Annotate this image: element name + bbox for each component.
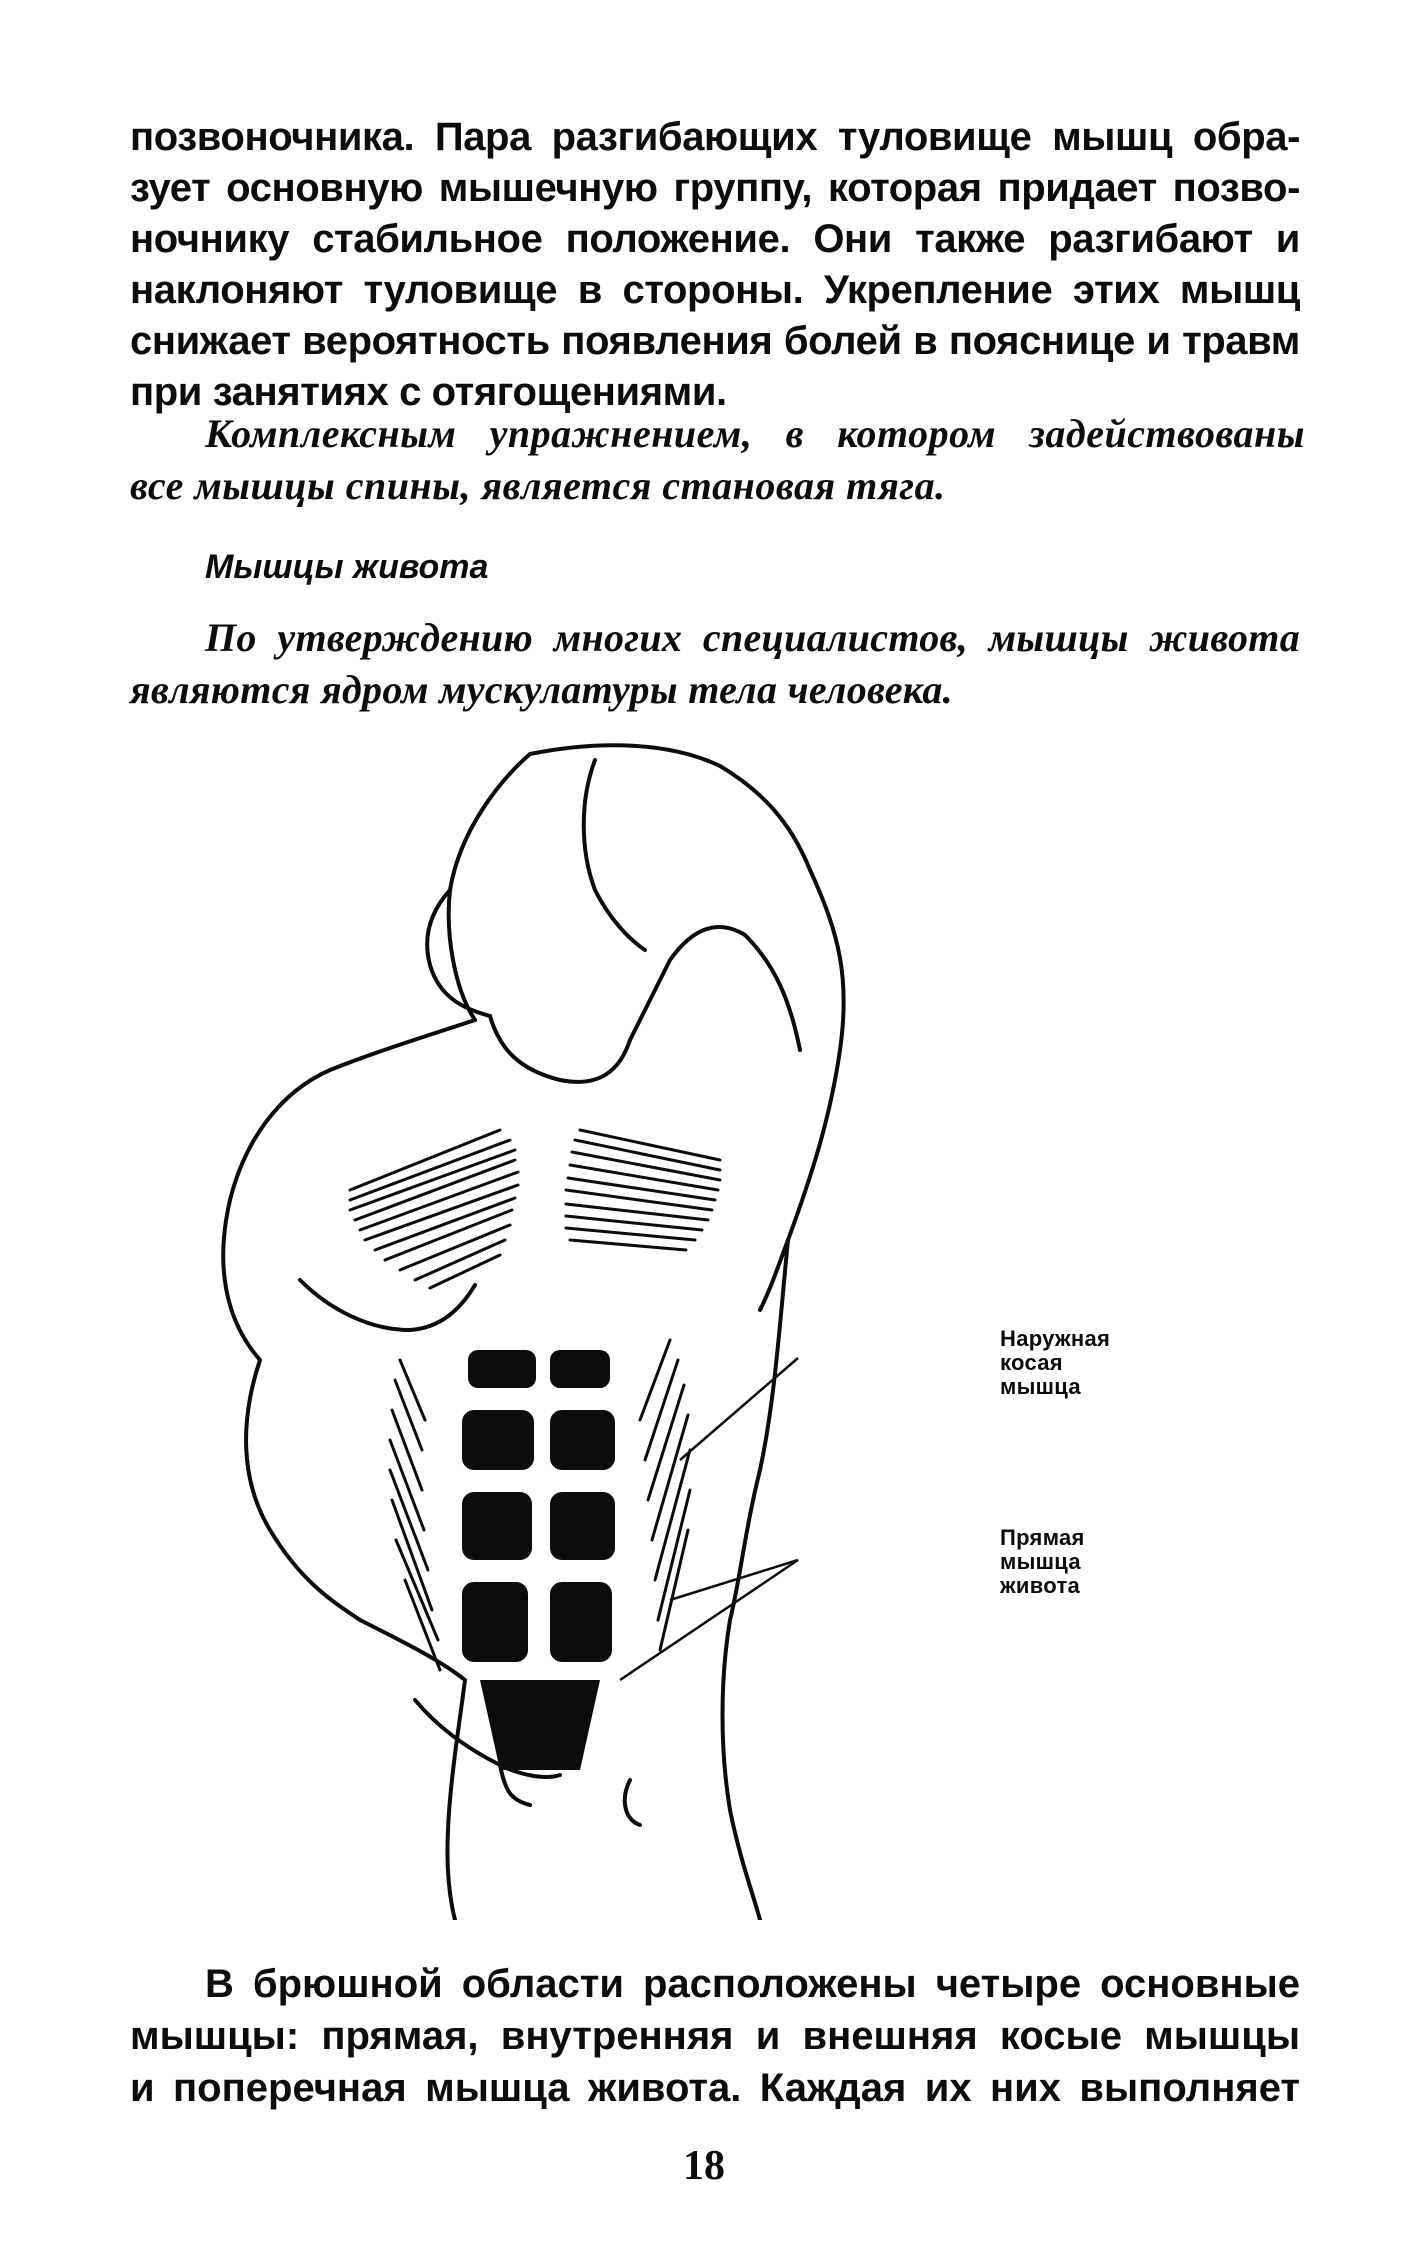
intro-line: снижает вероятность появления болей в пояснице и травм (130, 319, 1300, 363)
label-line: мышца (1000, 1374, 1081, 1399)
face-outline (427, 890, 490, 1016)
navel-line (625, 1780, 640, 1825)
chest-line (300, 1280, 475, 1330)
right-shoulder-outline (630, 927, 745, 1040)
abs-segment (468, 1350, 536, 1388)
intro-line: наклоняют туловище в стороны. Укрепление этих мышц (130, 268, 1300, 312)
rectus-leader-line (620, 1560, 798, 1680)
abs-segment (462, 1492, 532, 1560)
abs-segment (550, 1582, 612, 1662)
label-line: Прямая (1000, 1525, 1085, 1550)
closing-line: мышцы: прямая, внутренняя и внешняя косые мышцы (130, 2014, 1300, 2058)
section-heading: Мышцы живота (205, 548, 489, 586)
label-line: мышца (1000, 1549, 1081, 1574)
rectus-abdominis-label (1000, 1526, 1085, 1598)
torso-drawing (200, 720, 1160, 1920)
closing-paragraph (130, 1958, 1300, 2114)
label-line: живота (1000, 1573, 1081, 1598)
abs-note-line: являются ядром мускулатуры тела человека. (130, 667, 953, 712)
oblique-leader-line (680, 1358, 798, 1460)
external-oblique (390, 1340, 690, 1670)
closing-line: и поперечная мышца живота. Каждая их них выполняет (130, 2066, 1300, 2110)
abs-segment (462, 1582, 528, 1662)
deadlift-note-line: Комплексным упражнением, в котором задействованы (205, 411, 1305, 456)
external-oblique-label (1000, 1327, 1110, 1399)
head-outline (449, 754, 530, 1020)
intro-line: при занятиях с отягощениями. (130, 370, 727, 414)
abs-note (130, 612, 1300, 716)
pectoral-muscles (350, 1130, 720, 1288)
abs-segment (550, 1492, 615, 1560)
intro-line: ночнику стабильное положение. Они также разгибают и (130, 217, 1300, 261)
intro-line: зует основную мышечную группу, которая придает позво- (130, 166, 1300, 210)
left-arm-outline (246, 1360, 360, 1620)
abs-segment (480, 1680, 600, 1770)
intro-line: позвоночника. Пара разгибающих туловище мышц обра- (130, 115, 1300, 159)
abs-segment (550, 1350, 610, 1388)
abdominal-muscles-figure (200, 720, 1160, 1920)
abs-segment (550, 1410, 615, 1470)
deadlift-note (130, 408, 1305, 512)
abs-segment (462, 1410, 534, 1470)
deadlift-note-line: все мышцы спины, является становая тяга. (130, 463, 946, 508)
closing-line: В брюшной области расположены четыре основные (205, 1962, 1300, 2006)
intro-paragraph (130, 112, 1300, 418)
neck-outline (490, 1016, 630, 1082)
label-line: Наружная (1000, 1326, 1111, 1351)
page-number: 18 (683, 2143, 725, 2189)
label-line: косая (1000, 1350, 1063, 1375)
abs-note-line: По утверждению многих специалистов, мышцы живота (205, 615, 1300, 660)
rectus-abdominis (462, 1350, 615, 1770)
armpit-line (745, 935, 800, 1050)
ear-line (584, 760, 645, 950)
left-side-outline (360, 1620, 465, 1920)
